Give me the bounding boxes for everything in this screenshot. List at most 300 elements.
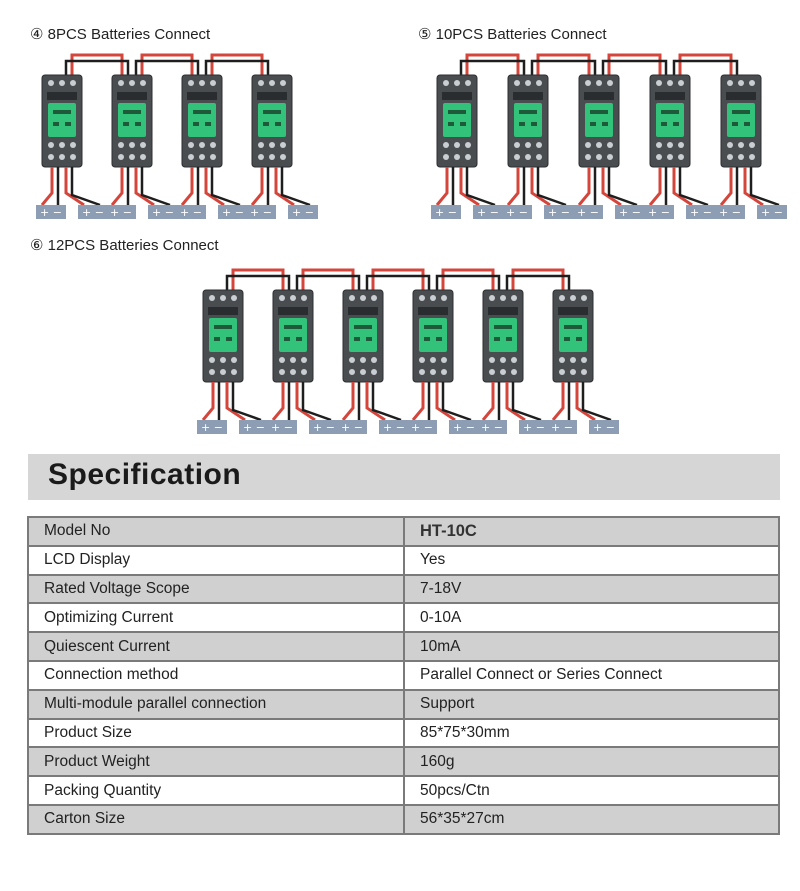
- battery-terminal-label: + −: [292, 206, 314, 219]
- brand-strip: [208, 307, 238, 315]
- terminal: [514, 80, 520, 86]
- terminal: [279, 295, 285, 301]
- terminal: [559, 295, 565, 301]
- terminal: [536, 142, 542, 148]
- terminal: [596, 154, 602, 160]
- lcd-readout: [354, 337, 360, 341]
- terminal: [118, 142, 124, 148]
- lcd-readout: [296, 337, 302, 341]
- battery-wire-red: [508, 167, 518, 205]
- lcd-readout: [65, 122, 71, 126]
- battery-terminal-label: + −: [648, 206, 670, 219]
- lcd-battery-bars: [354, 325, 372, 329]
- lcd-screen: [489, 318, 517, 352]
- battery-terminal-label: + −: [719, 206, 741, 219]
- terminal: [48, 142, 54, 148]
- terminal: [301, 357, 307, 363]
- parallel-wire-black: [437, 276, 499, 290]
- parallel-wire-black: [136, 61, 198, 75]
- parallel-wire-black: [603, 61, 666, 75]
- spec-value: 160g: [404, 747, 779, 776]
- battery-wire-red: [413, 382, 423, 420]
- terminal: [210, 80, 216, 86]
- lcd-readout: [123, 122, 129, 126]
- terminal: [188, 142, 194, 148]
- battery-terminal-label: + −: [82, 206, 104, 219]
- terminal: [258, 154, 264, 160]
- terminal: [738, 154, 744, 160]
- battery-terminal-label: + −: [506, 206, 528, 219]
- battery-terminal-label: + −: [593, 421, 615, 434]
- lcd-battery-bars: [263, 110, 281, 114]
- terminal: [500, 369, 506, 375]
- terminal: [489, 369, 495, 375]
- terminal: [678, 154, 684, 160]
- spec-key: Carton Size: [28, 805, 404, 834]
- lcd-screen: [258, 103, 286, 137]
- lcd-screen: [118, 103, 146, 137]
- terminal: [559, 357, 565, 363]
- lcd-screen: [188, 103, 216, 137]
- terminal: [188, 80, 194, 86]
- terminal: [231, 295, 237, 301]
- terminal: [220, 369, 226, 375]
- terminal: [140, 80, 146, 86]
- lcd-readout: [226, 337, 232, 341]
- spec-value: HT-10C: [404, 517, 779, 546]
- terminal: [581, 357, 587, 363]
- terminal: [209, 369, 215, 375]
- battery-wire-red: [650, 167, 660, 205]
- terminal: [585, 154, 591, 160]
- battery-wire-red: [721, 167, 731, 205]
- lcd-readout: [53, 122, 59, 126]
- parallel-wire-red: [233, 270, 283, 290]
- lcd-readout: [193, 122, 199, 126]
- brand-strip: [726, 92, 756, 100]
- lcd-readout: [506, 337, 512, 341]
- lcd-screen: [585, 103, 613, 137]
- terminal: [70, 142, 76, 148]
- parallel-wire-black: [507, 276, 569, 290]
- spec-value: 10mA: [404, 632, 779, 661]
- battery-terminal-label: + −: [152, 206, 174, 219]
- battery-terminal-label: + −: [477, 206, 499, 219]
- brand-strip: [655, 92, 685, 100]
- terminal: [525, 154, 531, 160]
- battery-terminal-label: + −: [243, 421, 265, 434]
- spec-row: [28, 776, 779, 805]
- terminal: [465, 80, 471, 86]
- terminal: [129, 80, 135, 86]
- lcd-readout: [135, 122, 141, 126]
- brand-strip: [513, 92, 543, 100]
- spec-key: LCD Display: [28, 546, 404, 575]
- terminal: [280, 142, 286, 148]
- terminal: [371, 357, 377, 363]
- terminal: [656, 154, 662, 160]
- lcd-screen: [209, 318, 237, 352]
- battery-terminal-label: + −: [341, 421, 363, 434]
- terminal: [678, 142, 684, 148]
- spec-key: Optimizing Current: [28, 603, 404, 632]
- spec-key: Product Size: [28, 719, 404, 748]
- lcd-screen: [443, 103, 471, 137]
- spec-row: [28, 690, 779, 719]
- terminal: [514, 142, 520, 148]
- lcd-readout: [460, 122, 466, 126]
- battery-terminal-label: + −: [761, 206, 783, 219]
- parallel-wire-red: [680, 55, 731, 75]
- terminal: [290, 295, 296, 301]
- spec-row: [28, 575, 779, 604]
- terminal: [727, 80, 733, 86]
- battery-terminal-label: + −: [222, 206, 244, 219]
- brand-strip: [418, 307, 448, 315]
- lcd-readout: [661, 122, 667, 126]
- battery-terminal-label: + −: [435, 206, 457, 219]
- lcd-screen: [48, 103, 76, 137]
- terminal: [667, 80, 673, 86]
- parallel-wire-red: [513, 270, 563, 290]
- terminal: [349, 357, 355, 363]
- terminal: [667, 142, 673, 148]
- lcd-battery-bars: [564, 325, 582, 329]
- spec-value: 0-10A: [404, 603, 779, 632]
- terminal: [430, 295, 436, 301]
- parallel-wire-red: [609, 55, 660, 75]
- parallel-wire-black: [461, 61, 524, 75]
- terminal: [290, 369, 296, 375]
- parallel-wire-black: [66, 61, 128, 75]
- terminal: [220, 295, 226, 301]
- lcd-readout: [576, 337, 582, 341]
- lcd-screen: [279, 318, 307, 352]
- terminal: [585, 142, 591, 148]
- spec-value: 7-18V: [404, 575, 779, 604]
- terminal: [656, 80, 662, 86]
- terminal: [269, 154, 275, 160]
- terminal: [199, 142, 205, 148]
- spec-key: Product Weight: [28, 747, 404, 776]
- terminal: [371, 369, 377, 375]
- terminal: [70, 80, 76, 86]
- battery-wire-red: [579, 167, 589, 205]
- spec-value: Parallel Connect or Series Connect: [404, 661, 779, 690]
- terminal: [59, 142, 65, 148]
- terminal: [430, 357, 436, 363]
- spec-row: [28, 632, 779, 661]
- specification-title: Specification: [48, 458, 242, 491]
- terminal: [570, 295, 576, 301]
- specification-banner: [28, 454, 780, 500]
- terminal: [209, 357, 215, 363]
- terminal: [581, 295, 587, 301]
- brand-strip: [117, 92, 147, 100]
- terminal: [349, 295, 355, 301]
- terminal: [59, 80, 65, 86]
- lcd-readout: [673, 122, 679, 126]
- spec-value: 50pcs/Ctn: [404, 776, 779, 805]
- lcd-battery-bars: [494, 325, 512, 329]
- brand-strip: [348, 307, 378, 315]
- terminal: [419, 357, 425, 363]
- lcd-readout: [436, 337, 442, 341]
- battery-terminal-label: + −: [453, 421, 475, 434]
- terminal: [607, 80, 613, 86]
- terminal: [210, 142, 216, 148]
- diagram-caption-10pcs: ⑤ 10PCS Batteries Connect: [418, 26, 607, 43]
- lcd-readout: [448, 122, 454, 126]
- battery-terminal-label: + −: [250, 206, 272, 219]
- terminal: [581, 369, 587, 375]
- battery-terminal-label: + −: [577, 206, 599, 219]
- lcd-screen: [349, 318, 377, 352]
- terminal: [559, 369, 565, 375]
- spec-key: Model No: [28, 517, 404, 546]
- terminal: [536, 154, 542, 160]
- terminal: [140, 154, 146, 160]
- terminal: [258, 142, 264, 148]
- terminal: [258, 80, 264, 86]
- lcd-readout: [732, 122, 738, 126]
- spec-key: Connection method: [28, 661, 404, 690]
- terminal: [596, 80, 602, 86]
- terminal: [738, 80, 744, 86]
- terminal: [585, 80, 591, 86]
- terminal: [419, 369, 425, 375]
- lcd-battery-bars: [661, 110, 679, 114]
- lcd-screen: [514, 103, 542, 137]
- parallel-wire-red: [538, 55, 589, 75]
- terminal: [269, 142, 275, 148]
- terminal: [678, 80, 684, 86]
- lcd-battery-bars: [193, 110, 211, 114]
- battery-terminal-label: + −: [201, 421, 223, 434]
- parallel-wire-black: [206, 61, 268, 75]
- lcd-battery-bars: [424, 325, 442, 329]
- battery-wire-red: [273, 382, 283, 420]
- terminal: [231, 369, 237, 375]
- terminal: [430, 369, 436, 375]
- battery-wire-red: [437, 167, 447, 205]
- lcd-screen: [656, 103, 684, 137]
- parallel-wire-black: [532, 61, 595, 75]
- terminal: [489, 295, 495, 301]
- spec-row: [28, 546, 779, 575]
- terminal: [220, 357, 226, 363]
- terminal: [360, 357, 366, 363]
- terminal: [511, 369, 517, 375]
- battery-terminal-label: + −: [551, 421, 573, 434]
- battery-wire-red: [483, 382, 493, 420]
- terminal: [118, 154, 124, 160]
- spec-row: [28, 805, 779, 834]
- spec-value: Support: [404, 690, 779, 719]
- spec-row: [28, 517, 779, 546]
- terminal: [70, 154, 76, 160]
- battery-terminal-label: + −: [548, 206, 570, 219]
- terminal: [738, 142, 744, 148]
- terminal: [727, 142, 733, 148]
- battery-terminal-label: + −: [110, 206, 132, 219]
- lcd-battery-bars: [732, 110, 750, 114]
- parallel-wire-red: [303, 270, 353, 290]
- specification-table: [27, 516, 780, 835]
- battery-terminal-label: + −: [180, 206, 202, 219]
- terminal: [511, 295, 517, 301]
- brand-strip: [584, 92, 614, 100]
- terminal: [140, 142, 146, 148]
- terminal: [301, 295, 307, 301]
- terminal: [727, 154, 733, 160]
- lcd-readout: [424, 337, 430, 341]
- lcd-screen: [419, 318, 447, 352]
- terminal: [749, 142, 755, 148]
- terminal: [199, 154, 205, 160]
- battery-wire-red: [182, 167, 192, 205]
- diagram-caption-12pcs: ⑥ 12PCS Batteries Connect: [30, 237, 219, 254]
- battery-terminal-label: + −: [481, 421, 503, 434]
- terminal: [188, 154, 194, 160]
- spec-key: Multi-module parallel connection: [28, 690, 404, 719]
- parallel-wire-black: [367, 276, 429, 290]
- terminal: [48, 154, 54, 160]
- terminal: [443, 154, 449, 160]
- battery-terminal-label: + −: [619, 206, 641, 219]
- terminal: [441, 369, 447, 375]
- terminal: [443, 80, 449, 86]
- terminal: [290, 357, 296, 363]
- terminal: [371, 295, 377, 301]
- terminal: [209, 295, 215, 301]
- lcd-battery-bars: [284, 325, 302, 329]
- terminal: [279, 369, 285, 375]
- lcd-battery-bars: [590, 110, 608, 114]
- terminal: [280, 154, 286, 160]
- terminal: [441, 357, 447, 363]
- brand-strip: [558, 307, 588, 315]
- terminal: [48, 80, 54, 86]
- diagram-caption-8pcs: ④ 8PCS Batteries Connect: [30, 26, 211, 43]
- battery-terminal-label: + −: [271, 421, 293, 434]
- terminal: [199, 80, 205, 86]
- lcd-readout: [531, 122, 537, 126]
- terminal: [210, 154, 216, 160]
- terminal: [280, 80, 286, 86]
- lcd-battery-bars: [123, 110, 141, 114]
- battery-terminal-label: + −: [313, 421, 335, 434]
- lcd-readout: [744, 122, 750, 126]
- parallel-wire-red: [443, 270, 493, 290]
- lcd-readout: [284, 337, 290, 341]
- terminal: [465, 142, 471, 148]
- terminal: [59, 154, 65, 160]
- parallel-wire-red: [212, 55, 262, 75]
- terminal: [454, 80, 460, 86]
- terminal: [349, 369, 355, 375]
- terminal: [500, 295, 506, 301]
- lcd-readout: [214, 337, 220, 341]
- terminal: [129, 154, 135, 160]
- lcd-readout: [602, 122, 608, 126]
- terminal: [269, 80, 275, 86]
- terminal: [360, 369, 366, 375]
- lcd-screen: [727, 103, 755, 137]
- terminal: [419, 295, 425, 301]
- battery-wire-red: [252, 167, 262, 205]
- spec-key: Packing Quantity: [28, 776, 404, 805]
- terminal: [570, 369, 576, 375]
- battery-terminal-label: + −: [690, 206, 712, 219]
- terminal: [465, 154, 471, 160]
- terminal: [231, 357, 237, 363]
- terminal: [514, 154, 520, 160]
- terminal: [454, 142, 460, 148]
- brand-strip: [47, 92, 77, 100]
- terminal: [749, 154, 755, 160]
- lcd-readout: [590, 122, 596, 126]
- parallel-wire-red: [72, 55, 122, 75]
- terminal: [500, 357, 506, 363]
- lcd-battery-bars: [519, 110, 537, 114]
- spec-key: Rated Voltage Scope: [28, 575, 404, 604]
- spec-row: [28, 603, 779, 632]
- parallel-wire-black: [227, 276, 289, 290]
- parallel-wire-black: [297, 276, 359, 290]
- battery-wire-red: [553, 382, 563, 420]
- terminal: [525, 142, 531, 148]
- brand-strip: [488, 307, 518, 315]
- battery-wire-red: [203, 382, 213, 420]
- brand-strip: [187, 92, 217, 100]
- terminal: [596, 142, 602, 148]
- terminal: [607, 142, 613, 148]
- lcd-battery-bars: [214, 325, 232, 329]
- brand-strip: [278, 307, 308, 315]
- battery-wire-red: [343, 382, 353, 420]
- terminal: [536, 80, 542, 86]
- lcd-readout: [275, 122, 281, 126]
- parallel-wire-red: [373, 270, 423, 290]
- terminal: [129, 142, 135, 148]
- spec-row: [28, 661, 779, 690]
- terminal: [454, 154, 460, 160]
- parallel-wire-red: [142, 55, 192, 75]
- parallel-wire-black: [674, 61, 737, 75]
- terminal: [570, 357, 576, 363]
- brand-strip: [442, 92, 472, 100]
- terminal: [441, 295, 447, 301]
- terminal: [360, 295, 366, 301]
- battery-wire-red: [42, 167, 52, 205]
- terminal: [301, 369, 307, 375]
- battery-wire-red: [112, 167, 122, 205]
- spec-key: Quiescent Current: [28, 632, 404, 661]
- brand-strip: [257, 92, 287, 100]
- terminal: [118, 80, 124, 86]
- terminal: [656, 142, 662, 148]
- battery-terminal-label: + −: [523, 421, 545, 434]
- spec-value: Yes: [404, 546, 779, 575]
- battery-terminal-label: + −: [383, 421, 405, 434]
- battery-terminal-label: + −: [40, 206, 62, 219]
- spec-value: 85*75*30mm: [404, 719, 779, 748]
- terminal: [511, 357, 517, 363]
- spec-row: [28, 747, 779, 776]
- terminal: [749, 80, 755, 86]
- lcd-readout: [263, 122, 269, 126]
